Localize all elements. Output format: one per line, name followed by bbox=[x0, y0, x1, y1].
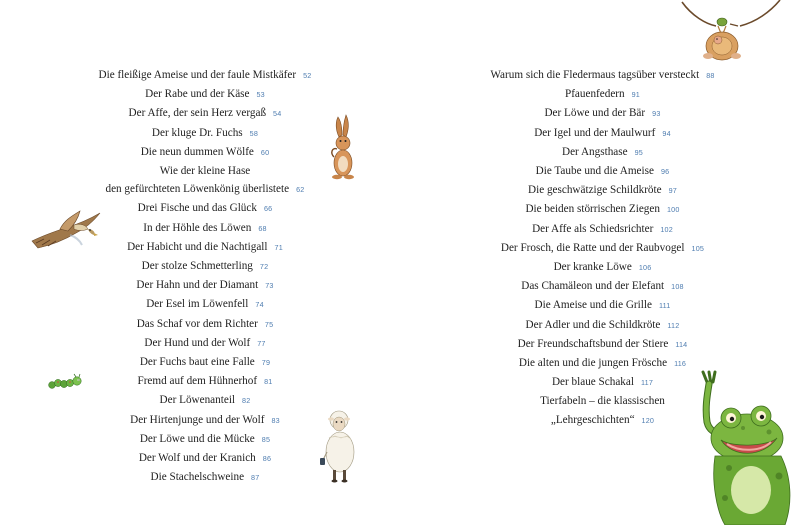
page-number: 112 bbox=[667, 320, 680, 330]
toc-entry[interactable] bbox=[60, 66, 350, 85]
entry-title: Der Angsthase bbox=[562, 145, 628, 158]
page-number: 85 bbox=[261, 434, 271, 444]
page-number: 86 bbox=[262, 454, 272, 464]
tortoise-illustration bbox=[682, 0, 787, 68]
entry-title: Der Löwe und die Mücke bbox=[139, 432, 255, 445]
entry-title: Der Affe als Schiedsrichter bbox=[532, 222, 654, 235]
toc-entry[interactable] bbox=[480, 335, 725, 354]
page-number: 73 bbox=[265, 281, 274, 291]
page-number: 75 bbox=[264, 319, 274, 329]
entry-title: Das Chamäleon und der Elefant bbox=[521, 280, 665, 293]
entry-title: Die Taube und die Ameise bbox=[535, 165, 654, 178]
page-number: 94 bbox=[662, 128, 671, 138]
entry-title-line2: „Lehrgeschichten“ bbox=[550, 413, 635, 426]
page-number: 87 bbox=[251, 473, 260, 483]
toc-entry[interactable] bbox=[60, 391, 350, 410]
entry-title: Der Habicht und die Nachtigall bbox=[127, 240, 268, 253]
page-number: 88 bbox=[706, 71, 715, 80]
toc-entry[interactable] bbox=[480, 277, 725, 296]
toc-entry[interactable] bbox=[480, 181, 725, 200]
toc-entry[interactable] bbox=[60, 85, 350, 104]
hare-illustration bbox=[322, 113, 364, 181]
toc-entry[interactable] bbox=[480, 200, 725, 219]
entry-title: Der Löwenanteil bbox=[159, 394, 236, 407]
page-number: 100 bbox=[666, 205, 680, 215]
entry-title: Der Esel im Löwenfell bbox=[146, 298, 249, 311]
entry-title: Der Löwe und der Bär bbox=[544, 107, 646, 120]
entry-title: Die beiden störrischen Ziegen bbox=[525, 203, 660, 216]
page-number: 52 bbox=[303, 71, 312, 80]
entry-title: Warum sich die Fledermaus tagsüber versteckt bbox=[490, 69, 700, 81]
toc-entry[interactable] bbox=[60, 353, 350, 372]
toc-entry[interactable] bbox=[480, 124, 725, 143]
page-number: 74 bbox=[255, 300, 264, 310]
toc-entry[interactable] bbox=[480, 66, 725, 85]
page-number: 72 bbox=[259, 262, 269, 272]
toc-entry[interactable] bbox=[480, 258, 725, 277]
toc-entry[interactable] bbox=[60, 143, 350, 162]
entry-title-line1: Wie der kleine Hase bbox=[159, 165, 251, 178]
entry-title: Die Ameise und die Grille bbox=[534, 299, 652, 312]
toc-entry[interactable] bbox=[60, 124, 350, 143]
toc-entry[interactable] bbox=[60, 430, 350, 449]
page-number: 106 bbox=[638, 263, 652, 273]
entry-title: Das Schaf vor dem Richter bbox=[136, 317, 258, 330]
page-number: 97 bbox=[668, 186, 677, 196]
entry-title: Der Adler und die Schildkröte bbox=[525, 318, 661, 331]
entry-title: Die Stachelschweine bbox=[150, 471, 245, 484]
toc-entry[interactable] bbox=[60, 315, 350, 334]
entry-title: Fremd auf dem Hühnerhof bbox=[137, 375, 258, 388]
entry-title: Der Hund und der Wolf bbox=[144, 336, 251, 349]
toc-entry[interactable] bbox=[60, 334, 350, 353]
toc-entry[interactable] bbox=[60, 449, 350, 468]
page-number: 54 bbox=[273, 109, 282, 119]
entry-title-line2: den gefürchteten Löwenkönig überlistete bbox=[105, 183, 290, 196]
page-number: 114 bbox=[675, 339, 688, 349]
page-number: 82 bbox=[242, 396, 251, 406]
entry-title: Die neun dummen Wölfe bbox=[140, 145, 254, 158]
page-number: 96 bbox=[660, 167, 670, 177]
entry-title: Der Fuchs baut eine Falle bbox=[139, 356, 255, 369]
page-number: 58 bbox=[249, 128, 259, 138]
page-number: 68 bbox=[258, 223, 267, 233]
toc-entry[interactable] bbox=[480, 104, 725, 123]
page-number: 91 bbox=[631, 90, 641, 100]
page-number: 105 bbox=[691, 243, 705, 253]
entry-title: Der kluge Dr. Fuchs bbox=[151, 126, 243, 139]
entry-title: Die geschwätzige Schildkröte bbox=[528, 184, 662, 197]
entry-title: Der Freundschaftsbund der Stiere bbox=[517, 337, 669, 350]
entry-title: In der Höhle des Löwen bbox=[143, 221, 252, 234]
page-number: 93 bbox=[652, 109, 661, 119]
toc-entry[interactable] bbox=[480, 220, 725, 239]
toc-entry[interactable] bbox=[480, 162, 725, 181]
entry-title: Der Igel und der Maulwurf bbox=[534, 126, 656, 139]
page-number: 102 bbox=[660, 224, 673, 234]
page-number: 111 bbox=[658, 301, 671, 311]
entry-title-line1: Tierfabeln – die klassischen bbox=[540, 395, 665, 408]
table-of-contents-left bbox=[60, 66, 350, 487]
page-number: 77 bbox=[257, 338, 266, 348]
page-number: 108 bbox=[671, 282, 684, 292]
toc-entry[interactable] bbox=[60, 468, 350, 487]
entry-title: Der Affe, der sein Herz vergaß bbox=[128, 107, 267, 120]
page-number: 66 bbox=[263, 204, 273, 214]
page-number: 83 bbox=[271, 415, 280, 425]
toc-entry[interactable] bbox=[60, 372, 350, 391]
toc-entry[interactable] bbox=[60, 257, 350, 276]
entry-title: Der blaue Schakal bbox=[551, 376, 634, 389]
toc-entry[interactable] bbox=[480, 85, 725, 104]
entry-title: Der Hirtenjunge und der Wolf bbox=[130, 413, 265, 426]
toc-entry[interactable] bbox=[60, 295, 350, 314]
page-number: 116 bbox=[674, 359, 687, 369]
frog-illustration bbox=[685, 372, 800, 525]
entry-title: Der Wolf und der Kranich bbox=[138, 452, 256, 465]
page-number: 79 bbox=[261, 358, 271, 368]
page-number: 53 bbox=[256, 90, 265, 100]
page-number: 120 bbox=[641, 415, 655, 425]
entry-title: Die fleißige Ameise und der faule Mistkäfer bbox=[98, 69, 297, 81]
caterpillar-illustration bbox=[47, 374, 85, 390]
toc-entry[interactable] bbox=[480, 143, 725, 162]
entry-title: Pfauenfedern bbox=[564, 88, 625, 101]
page-number: 60 bbox=[260, 147, 270, 157]
toc-entry[interactable] bbox=[60, 104, 350, 123]
entry-title: Der Frosch, die Ratte und der Raubvogel bbox=[500, 241, 685, 254]
page-number: 81 bbox=[264, 377, 273, 387]
entry-title: Der stolze Schmetterling bbox=[141, 260, 253, 273]
toc-entry[interactable] bbox=[60, 276, 350, 295]
page-number: 62 bbox=[296, 185, 305, 195]
toc-entry[interactable] bbox=[60, 411, 350, 430]
toc-entry[interactable] bbox=[60, 162, 350, 199]
entry-title: Der Hahn und der Diamant bbox=[136, 279, 259, 292]
toc-entry[interactable] bbox=[480, 354, 725, 373]
sheep-illustration bbox=[315, 408, 363, 484]
page-number: 95 bbox=[634, 147, 643, 157]
entry-title: Drei Fische und das Glück bbox=[137, 202, 257, 215]
toc-entry[interactable] bbox=[480, 296, 725, 315]
page-number: 117 bbox=[640, 378, 654, 388]
entry-title: Die alten und die jungen Frösche bbox=[518, 357, 668, 370]
hawk-illustration bbox=[30, 205, 105, 250]
entry-title: Der Rabe und der Käse bbox=[145, 88, 250, 101]
page-number: 71 bbox=[274, 242, 283, 252]
entry-title: Der kranke Löwe bbox=[553, 261, 632, 274]
toc-entry[interactable] bbox=[480, 239, 725, 258]
toc-entry[interactable] bbox=[480, 316, 725, 335]
